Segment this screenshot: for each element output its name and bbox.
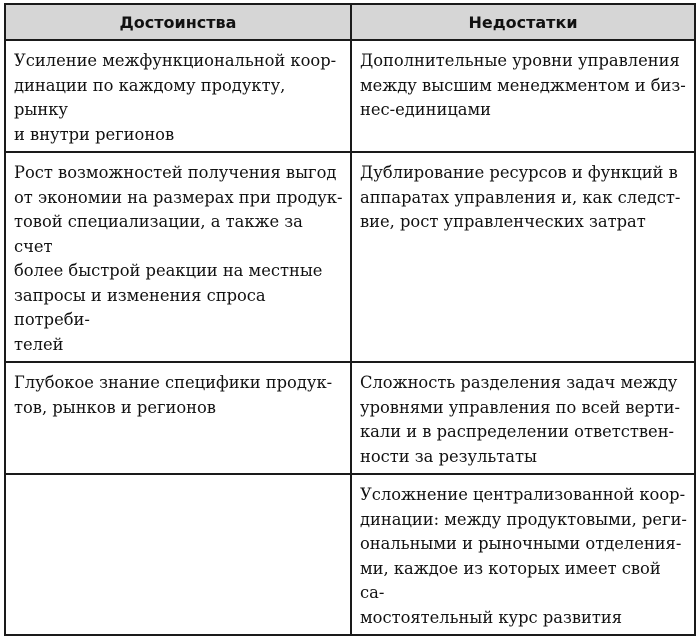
disadvantage-cell	[351, 40, 695, 152]
advantage-text: Глубокое знание специфики продук- тов, рынков и регионов	[14, 373, 333, 417]
disadvantage-cell	[351, 362, 695, 474]
disadvantage-text: Дублирование ресурсов и функций в аппаратах управления и, как следст- вие, рост управленческих затрат	[360, 163, 681, 231]
disadvantage-cell	[351, 474, 695, 635]
table-row	[5, 362, 695, 474]
advantage-cell-empty	[5, 474, 351, 635]
advantage-text: Рост возможностей получения выгод от экономии на размерах при продук- товой специализации, а также за счет более быстрой реакции на местные запросы и изменения спроса потреби- телей	[14, 163, 343, 354]
table-row	[5, 40, 695, 152]
disadvantage-text: Дополнительные уровни управления между высшим менеджментом и биз- нес-единицами	[360, 51, 686, 119]
disadvantage-cell	[351, 152, 695, 362]
pros-cons-table-container	[4, 3, 694, 627]
advantage-text: Усиление межфункциональной коор- динации по каждому продукту, рынку и внутри регионов	[14, 51, 337, 144]
advantage-cell	[5, 152, 351, 362]
table-row	[5, 474, 695, 635]
advantage-text	[6, 475, 350, 487]
disadvantage-text: Сложность разделения задач между уровнями управления по всей верти- кали и в распределении ответствен- ности за результаты	[360, 373, 680, 466]
advantage-cell	[5, 362, 351, 474]
header-advantages: Достоинства	[5, 4, 351, 40]
header-disadvantages: Недостатки	[351, 4, 695, 40]
disadvantage-text: Усложнение централизованной коор- динации: между продуктовыми, реги- ональными и рыночными отделения- ми, каждое из которых имеет свой са- мостоятельный курс развития	[360, 485, 687, 627]
header-row	[5, 4, 695, 40]
advantage-cell	[5, 40, 351, 152]
pros-cons-table	[4, 3, 696, 636]
table-row	[5, 152, 695, 362]
